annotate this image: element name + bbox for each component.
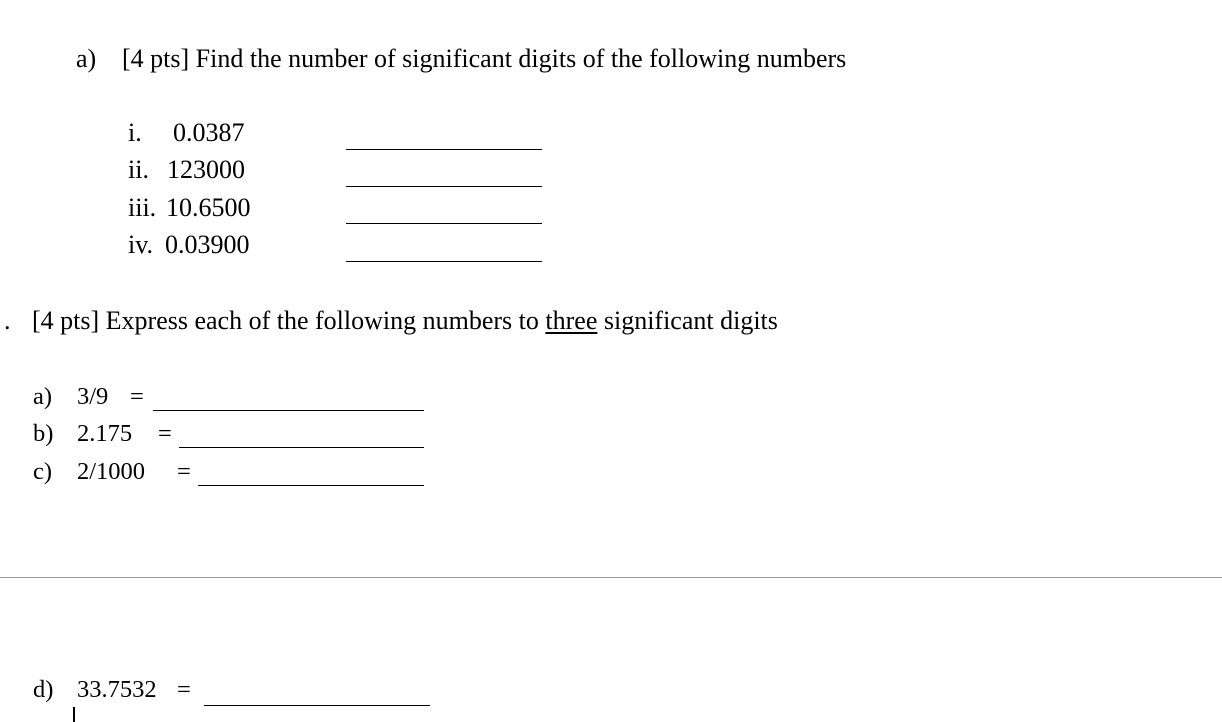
sub-b-expr: 2.175 (77, 420, 133, 447)
sub-b-equals: = (158, 420, 172, 447)
item-i-value: 0.0387 (173, 118, 245, 147)
sub-c-expr: 2/1000 (77, 458, 146, 485)
sub-d-expr: 33.7532 (77, 676, 157, 703)
item-ii-value: 123000 (167, 155, 245, 184)
item-iv-value: 0.03900 (165, 230, 250, 259)
answer-blank-iv[interactable] (346, 261, 542, 262)
question-b-text-after: significant digits (597, 306, 778, 335)
answer-blank-c[interactable] (198, 485, 424, 486)
answer-blank-d[interactable] (204, 705, 430, 706)
question-b-text-underlined: three (545, 306, 598, 335)
sub-b-label: b) (33, 420, 54, 447)
sub-d-label: d) (33, 676, 54, 703)
sub-a-expr: 3/9 (77, 383, 109, 410)
question-b-text (32, 306, 778, 336)
answer-blank-i[interactable] (346, 149, 542, 150)
question-a-text: [4 pts] Find the number of significant digits of the following numbers (122, 44, 847, 73)
question-b-text-before: [4 pts] Express each of the following numbers to (32, 306, 546, 335)
sub-a-equals: = (130, 383, 144, 410)
sub-d-equals: = (177, 676, 191, 703)
question-b-marker: . (4, 306, 11, 335)
item-ii-numeral: ii. (128, 155, 149, 184)
text-cursor (73, 707, 75, 722)
item-iv-numeral: iv. (128, 230, 154, 259)
answer-blank-ii[interactable] (346, 186, 542, 187)
sub-a-label: a) (33, 383, 53, 410)
item-iii-value: 10.6500 (166, 193, 251, 222)
sub-c-label: c) (33, 458, 53, 485)
answer-blank-b[interactable] (179, 447, 424, 448)
answer-blank-a[interactable] (153, 410, 424, 411)
answer-blank-iii[interactable] (346, 223, 542, 224)
item-i-numeral: i. (128, 118, 142, 147)
sub-c-equals: = (177, 458, 191, 485)
question-a-label: a) (76, 44, 97, 73)
page-divider (0, 577, 1222, 578)
item-iii-numeral: iii. (128, 193, 157, 222)
